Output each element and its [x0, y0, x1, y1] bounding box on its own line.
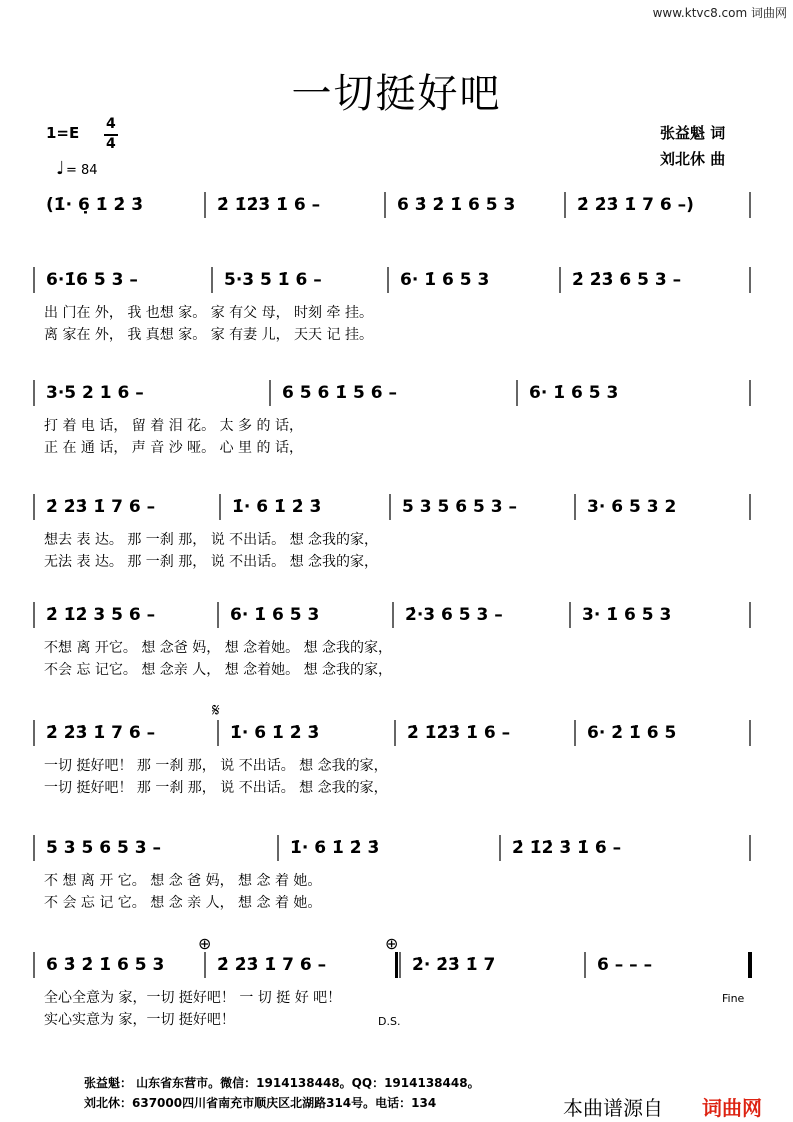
lyric-line: 离 家在 外， 我 真想 家。 家 有妻 儿， 天天 记 挂。: [44, 327, 373, 343]
measure-notes: 6 3̇ 2̇ 1̇ 6 5 3: [46, 955, 165, 975]
measure-notes: 6· 2̇ 1̇ 6 5: [587, 723, 677, 743]
measure-notes: 2̇ 1̇2̇ 3 5 6 –: [46, 605, 156, 625]
measure-notes: 5 3 5 6 5 3 –: [46, 838, 161, 858]
measure-notes: 2̇· 2̇3̇ 1̇ 7: [412, 955, 496, 975]
lyric-line: 一切 挺好吧！ 那 一刹 那， 说 不出话。 想 念我的家，: [44, 780, 388, 796]
lyric-line: 实心实意为 家，一切 挺好吧！: [44, 1012, 235, 1028]
lyric-line: 出 门在 外， 我 也想 家。 家 有父 母， 时刻 牵 挂。: [44, 305, 373, 321]
ds-mark: D.S.: [378, 1015, 401, 1028]
tempo-mark: = 84: [66, 163, 98, 178]
measure-notes: 2̇ 2̇3̇ 1̇ 7 6 –: [46, 497, 156, 517]
lyric-line: 无法 表 达。 那 一刹 那， 说 不出话。 想 念我的家，: [44, 554, 379, 570]
coda-icon: ⊕: [198, 934, 212, 953]
source-label: 本曲谱源自: [563, 1096, 663, 1120]
measure-notes: 2̇ 2̇3̇ 6 5 3 –: [572, 270, 682, 290]
lyric-line: 不 会 忘 记 它。 想 念 亲 人， 想 念 着 她。: [44, 895, 322, 911]
measure-notes: 6· 1̇ 6 5 3: [529, 383, 619, 403]
measure-notes: 3·5 2 1 6 –: [46, 383, 144, 403]
measure-notes: 6·1̇6 5 3 –: [46, 270, 138, 290]
site-watermark: www.ktvc8.com 词曲网: [652, 6, 787, 20]
measure-notes: 1̇· 6 1̇ 2̇ 3̇: [232, 497, 322, 517]
lyric-line: 打 着 电 话， 留 着 泪 花。 太 多 的 话，: [44, 418, 303, 434]
measure-notes: 2̇ 1̇2̇3̇ 1̇ 6 –: [407, 723, 511, 743]
lyric-line: 全心全意为 家，一切 挺好吧！ 一 切 挺 好 吧！: [44, 990, 342, 1006]
measure-notes: 6 – – –: [597, 955, 653, 975]
song-title: 一切挺好吧: [291, 71, 502, 117]
measure-notes: 2̇ 2̇3̇ 1̇ 7 6 –: [46, 723, 156, 743]
lyric-line: 不 想 离 开 它。 想 念 爸 妈， 想 念 着 她。: [44, 873, 322, 889]
measure-notes: 2̇·3 6 5 3 –: [405, 605, 503, 625]
final-barline: [748, 952, 752, 978]
measure-notes: 6· 1̇ 6 5 3: [230, 605, 320, 625]
coda-icon: ⊕: [385, 934, 399, 953]
key-signature: 1=E: [46, 124, 80, 142]
measure-notes: 6 3̇ 2̇ 1̇ 6 5 3: [397, 195, 516, 215]
segno-icon: 𝄋: [212, 700, 220, 721]
quarter-note-icon: ♩: [56, 158, 65, 179]
measure-notes: 2̇ 1̇2̇3̇ 1̇ 6 –: [217, 195, 321, 215]
lyric-line: 正 在 通 话， 声 音 沙 哑。 心 里 的 话，: [44, 440, 303, 456]
measure-notes: 3· 6 5 3 2: [587, 497, 677, 517]
footer-contact-composer: 刘北休：637000四川省南充市顺庆区北湖路314号。电话：134: [84, 1096, 437, 1110]
time-signature-top: 4: [106, 116, 116, 132]
lyric-line: 不会 忘 记它。 想 念亲 人， 想 念着她。 想 念我的家，: [44, 662, 393, 678]
measure-notes: 1̇· 6 1̇ 2̇ 3̇: [230, 723, 320, 743]
measure-notes: 1̇· 6 1̇ 2̇ 3̇: [290, 838, 380, 858]
composer-credit: 刘北休 曲: [660, 150, 726, 168]
measure-notes: (1̇· 6̣ 1̇ 2̇ 3̇: [46, 195, 144, 215]
measure-notes: 3· 1̇ 6 5 3: [582, 605, 672, 625]
source-site: 词曲网: [702, 1096, 762, 1120]
time-signature-bottom: 4: [106, 136, 116, 152]
lyricist-credit: 张益魁 词: [660, 124, 726, 142]
measure-notes: 5 3 5 6 5 3 –: [402, 497, 517, 517]
measure-notes: 2̇ 1̇2̇ 3̇ 1̇ 6 –: [512, 838, 622, 858]
repeat-barline: [395, 952, 398, 978]
footer-contact-lyricist: 张益魁： 山东省东营市。微信：1914138448。QQ：1914138448。: [84, 1076, 480, 1090]
lyric-line: 不想 离 开它。 想 念爸 妈， 想 念着她。 想 念我的家，: [44, 640, 393, 656]
measure-notes: 2̇ 2̇3̇ 1̇ 7 6 –): [577, 195, 694, 215]
lyric-line: 想去 表 达。 那 一刹 那， 说 不出话。 想 念我的家，: [44, 532, 379, 548]
measure-notes: 5·3 5 1̇ 6 –: [224, 270, 322, 290]
measure-notes: 6· 1̇ 6 5 3: [400, 270, 490, 290]
measure-notes: 2̇ 2̇3̇ 1̇ 7 6 –: [217, 955, 327, 975]
lyric-line: 一切 挺好吧！ 那 一刹 那， 说 不出话。 想 念我的家，: [44, 758, 388, 774]
measure-notes: 6 5 6 1̇ 5 6 –: [282, 383, 397, 403]
score-layer: [34, 192, 752, 1028]
fine-mark: Fine: [722, 992, 745, 1005]
